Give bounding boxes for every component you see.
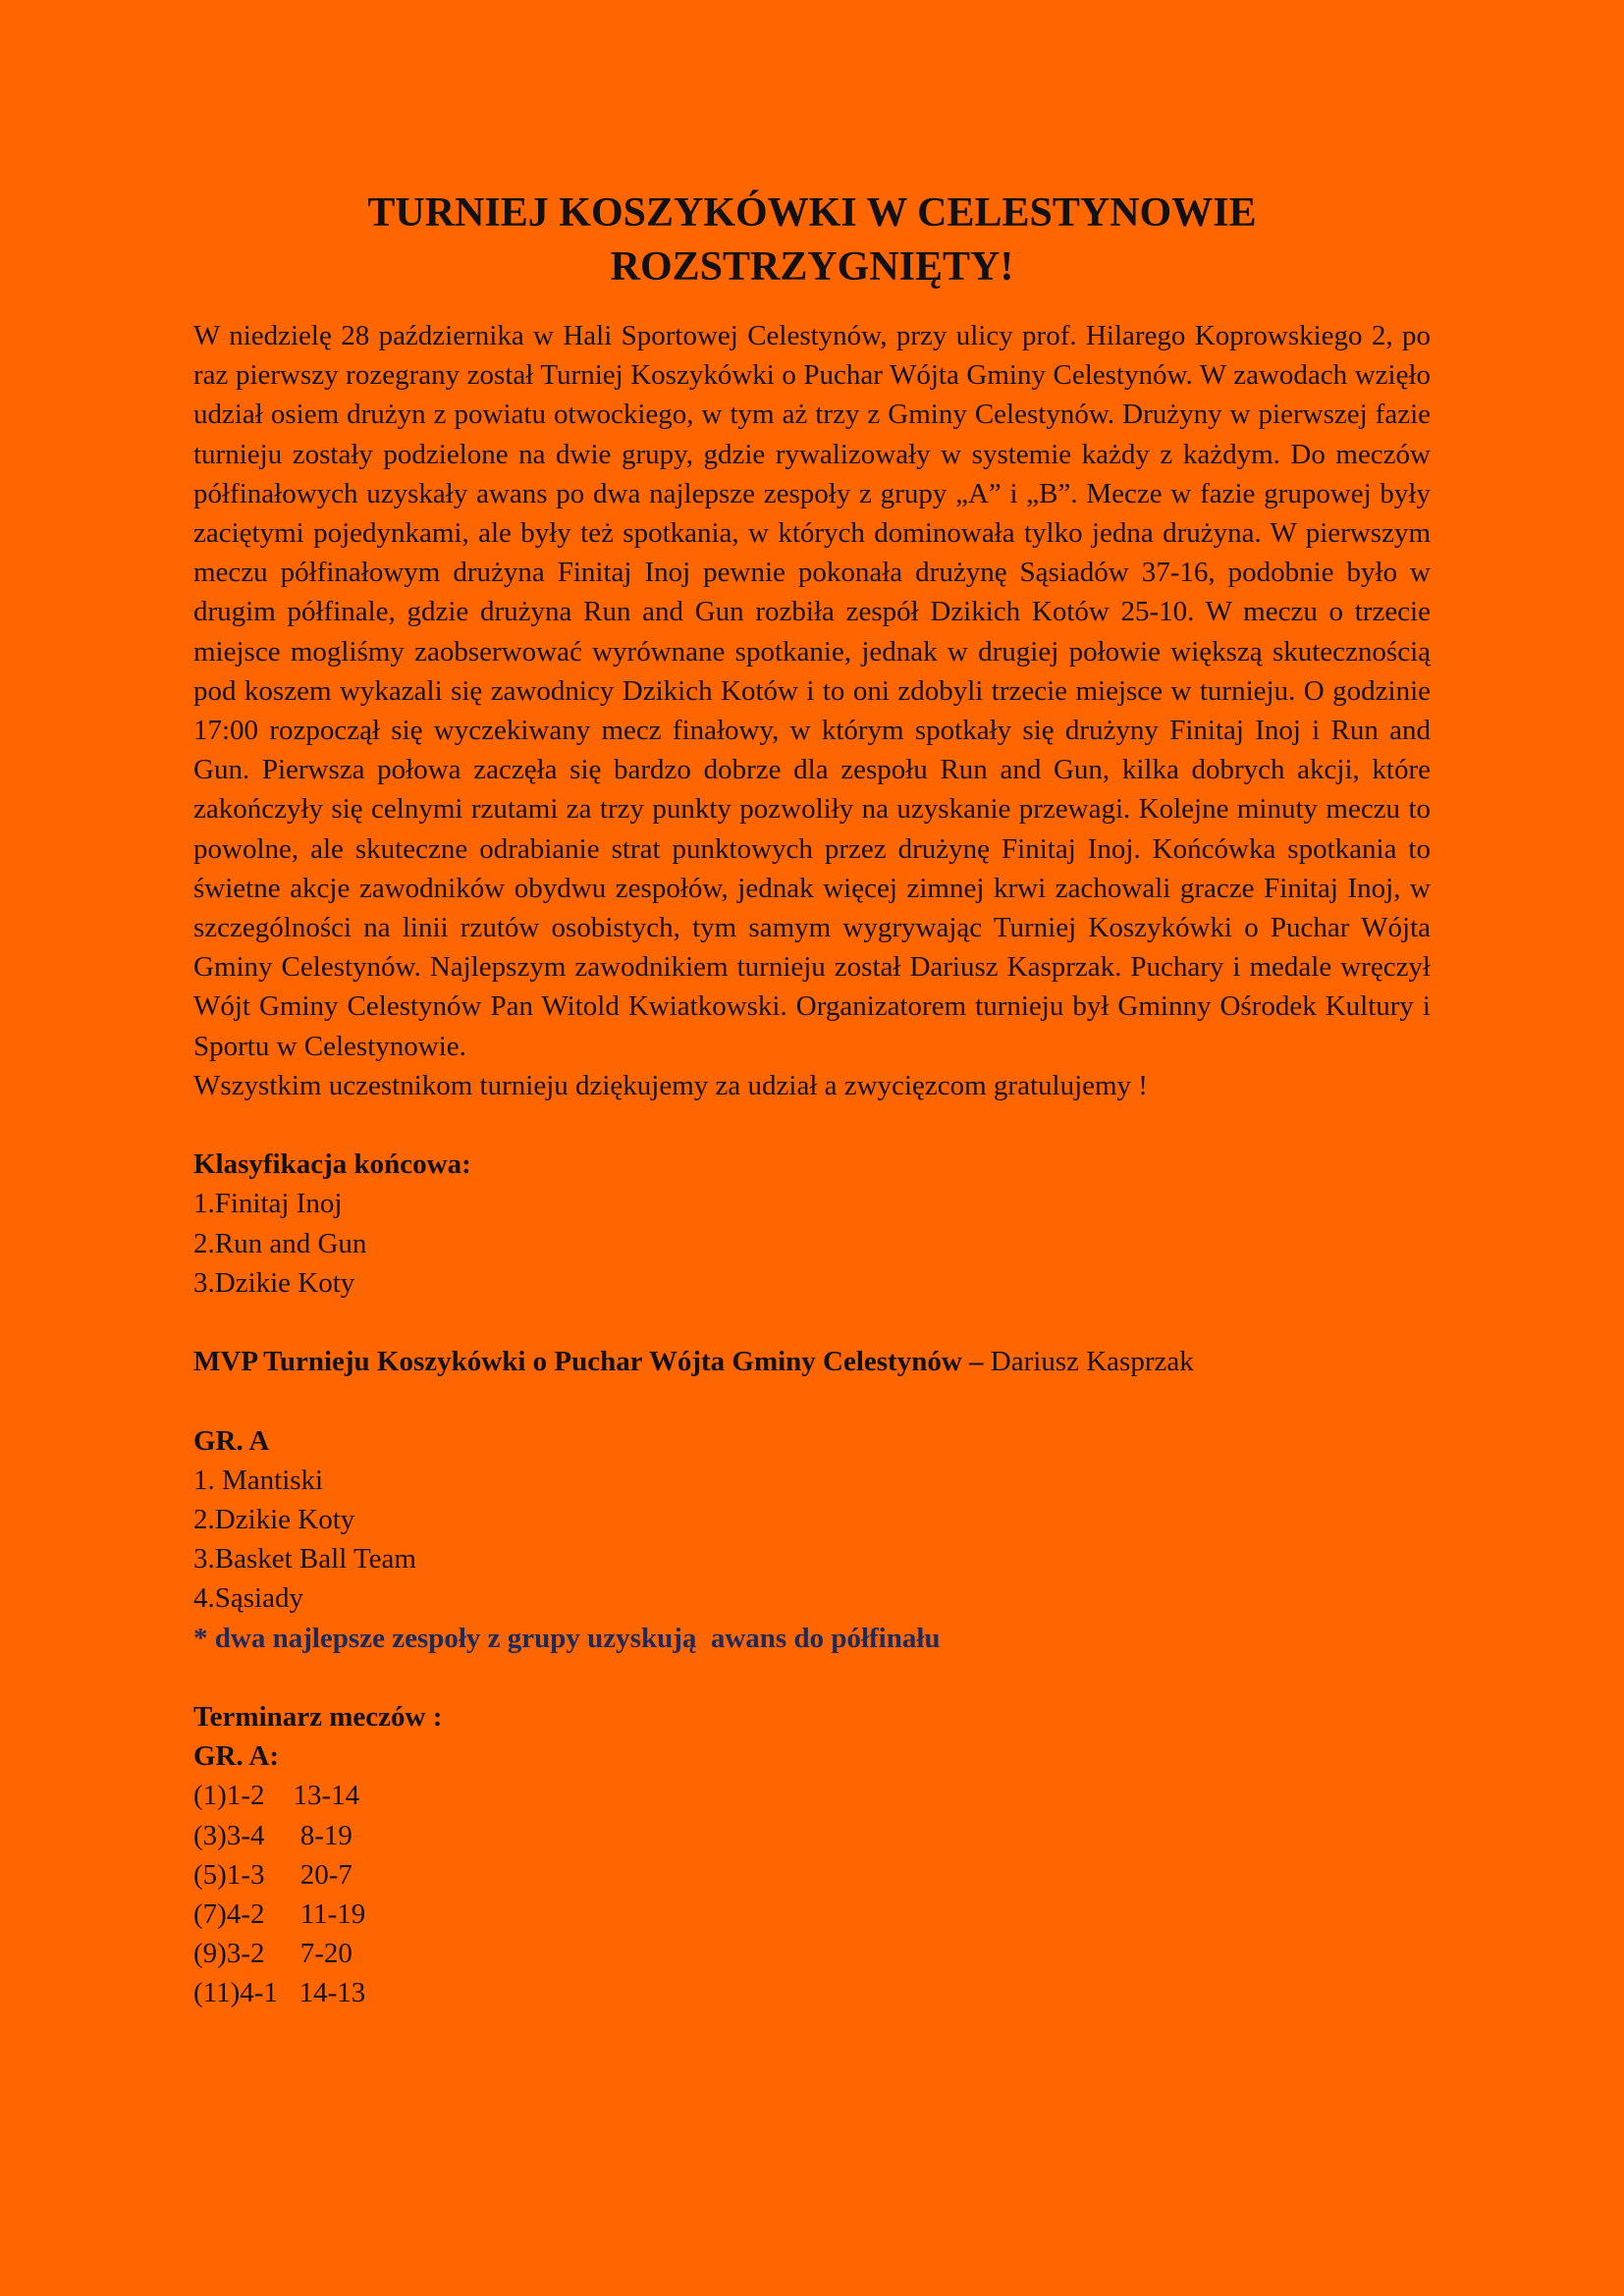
- group-a-heading: GR. A: [193, 1424, 270, 1457]
- article-paragraph: W niedzielę 28 października w Hali Sportowej Celestynów, przy ulicy prof. Hilarego Koprowskiego 2, po raz pierwszy rozegrany został Turniej Koszykówki o Puchar Wójta Gminy Celestynów. W zawodach wzięło udział osiem drużyn z powiatu otwockiego, w tym aż trzy z Gminy Celestynów. Drużyny w pierwszej fazie turnieju zostały podzielone na dwie grupy, gdzie rywalizowały w systemie każdy z każdym. Do meczów półfinałowych uzyskały awans po dwa najlepsze zespoły z grupy „A” i „B”. Mecze w fazie grupowej były zaciętymi pojedynkami, ale były też spotkania, w których dominowała tylko jedna drużyna. W pierwszym meczu półfinałowym drużyna Finitaj Inoj pewnie pokonała drużynę Sąsiadów 37-16, podobnie było w drugim półfinale, gdzie drużyna Run and Gun rozbiła zespół Dzikich Kotów 25-10. W meczu o trzecie miejsce mogliśmy zaobserwować wyrównane spotkanie, jednak w drugiej połowie większą skutecznością pod koszem wykazali się zawodnicy Dzikich Kotów i to oni zdobyli trzecie miejsce w turnieju. O godzinie 17:00 rozpoczął się wyczekiwany mecz finałowy, w którym spotkały się drużyny Finitaj Inoj i Run and Gun. Pierwsza połowa zaczęła się bardzo dobrze dla zespołu Run and Gun, kilka dobrych akcji, które zakończyły się celnymi rzutami za trzy punkty pozwoliły na uzyskanie przewagi. Kolejne minuty meczu to powolne, ale skuteczne odrabianie strat punktowych przez drużynę Finitaj Inoj. Końcówka spotkania to świetne akcje zawodników obydwu zespołów, jednak więcej zimnej krwi zachowali gracze Finitaj Inoj, w szczególności na linii rzutów osobistych, tym samym wygrywając Turniej Koszykówki o Puchar Wójta Gminy Celestynów. Najlepszym zawodnikiem turnieju został Dariusz Kasprzak. Puchary i medale wręczył Wójt Gminy Celestynów Pan Witold Kwiatkowski. Organizatorem turnieju był Gminny Ośrodek Kultury i Sportu w Celestynowie.: [193, 320, 1431, 1062]
- schedule-heading: Terminarz meczów :: [193, 1701, 443, 1734]
- title-line-2: ROZSTRZYGNIĘTY!: [610, 244, 1014, 290]
- schedule: [193, 1697, 1431, 2013]
- spacer: [193, 1303, 1431, 1342]
- group-a: [193, 1421, 1431, 1658]
- ranking-item: 1.Finitaj Inoj: [193, 1188, 343, 1220]
- match-result: (3)3-4 8-19: [193, 1819, 352, 1851]
- page-title: [193, 187, 1431, 294]
- mvp-name: Dariusz Kasprzak: [990, 1346, 1194, 1378]
- thanks-line: Wszystkim uczestnikom turnieju dziękujemy za udział a zwycięzcom gratulujemy !: [193, 1069, 1148, 1101]
- ranking-item: 3.Dzikie Koty: [193, 1266, 355, 1299]
- spacer: [193, 1105, 1431, 1145]
- group-advance-note: * dwa najlepsze zespoły z grupy uzyskują awans do półfinału: [193, 1622, 941, 1654]
- document-page: [193, 187, 1431, 2013]
- match-result: (7)4-2 11-19: [193, 1898, 366, 1931]
- group-team: 1. Mantiski: [193, 1464, 324, 1496]
- mvp-separator: –: [961, 1346, 991, 1378]
- group-team: 2.Dzikie Koty: [193, 1504, 355, 1536]
- match-result: (5)1-3 20-7: [193, 1858, 352, 1891]
- schedule-group-heading: GR. A:: [193, 1740, 279, 1773]
- spacer: [193, 1381, 1431, 1420]
- match-result: (9)3-2 7-20: [193, 1938, 352, 1970]
- final-ranking: [193, 1145, 1431, 1303]
- title-line-1: TURNIEJ KOSZYKÓWKI W CELESTYNOWIE: [367, 190, 1257, 236]
- mvp-label: MVP Turnieju Koszykówki o Puchar Wójta Gminy Celestynów: [193, 1346, 962, 1378]
- match-result: (1)1-2 13-14: [193, 1780, 360, 1812]
- mvp-line: [193, 1342, 1431, 1381]
- match-result: (11)4-1 14-13: [193, 1977, 366, 2009]
- group-team: 3.Basket Ball Team: [193, 1543, 416, 1575]
- spacer: [193, 1658, 1431, 1697]
- ranking-item: 2.Run and Gun: [193, 1227, 367, 1259]
- group-team: 4.Sąsiady: [193, 1582, 303, 1615]
- final-ranking-heading: Klasyfikacja końcowa:: [193, 1148, 471, 1181]
